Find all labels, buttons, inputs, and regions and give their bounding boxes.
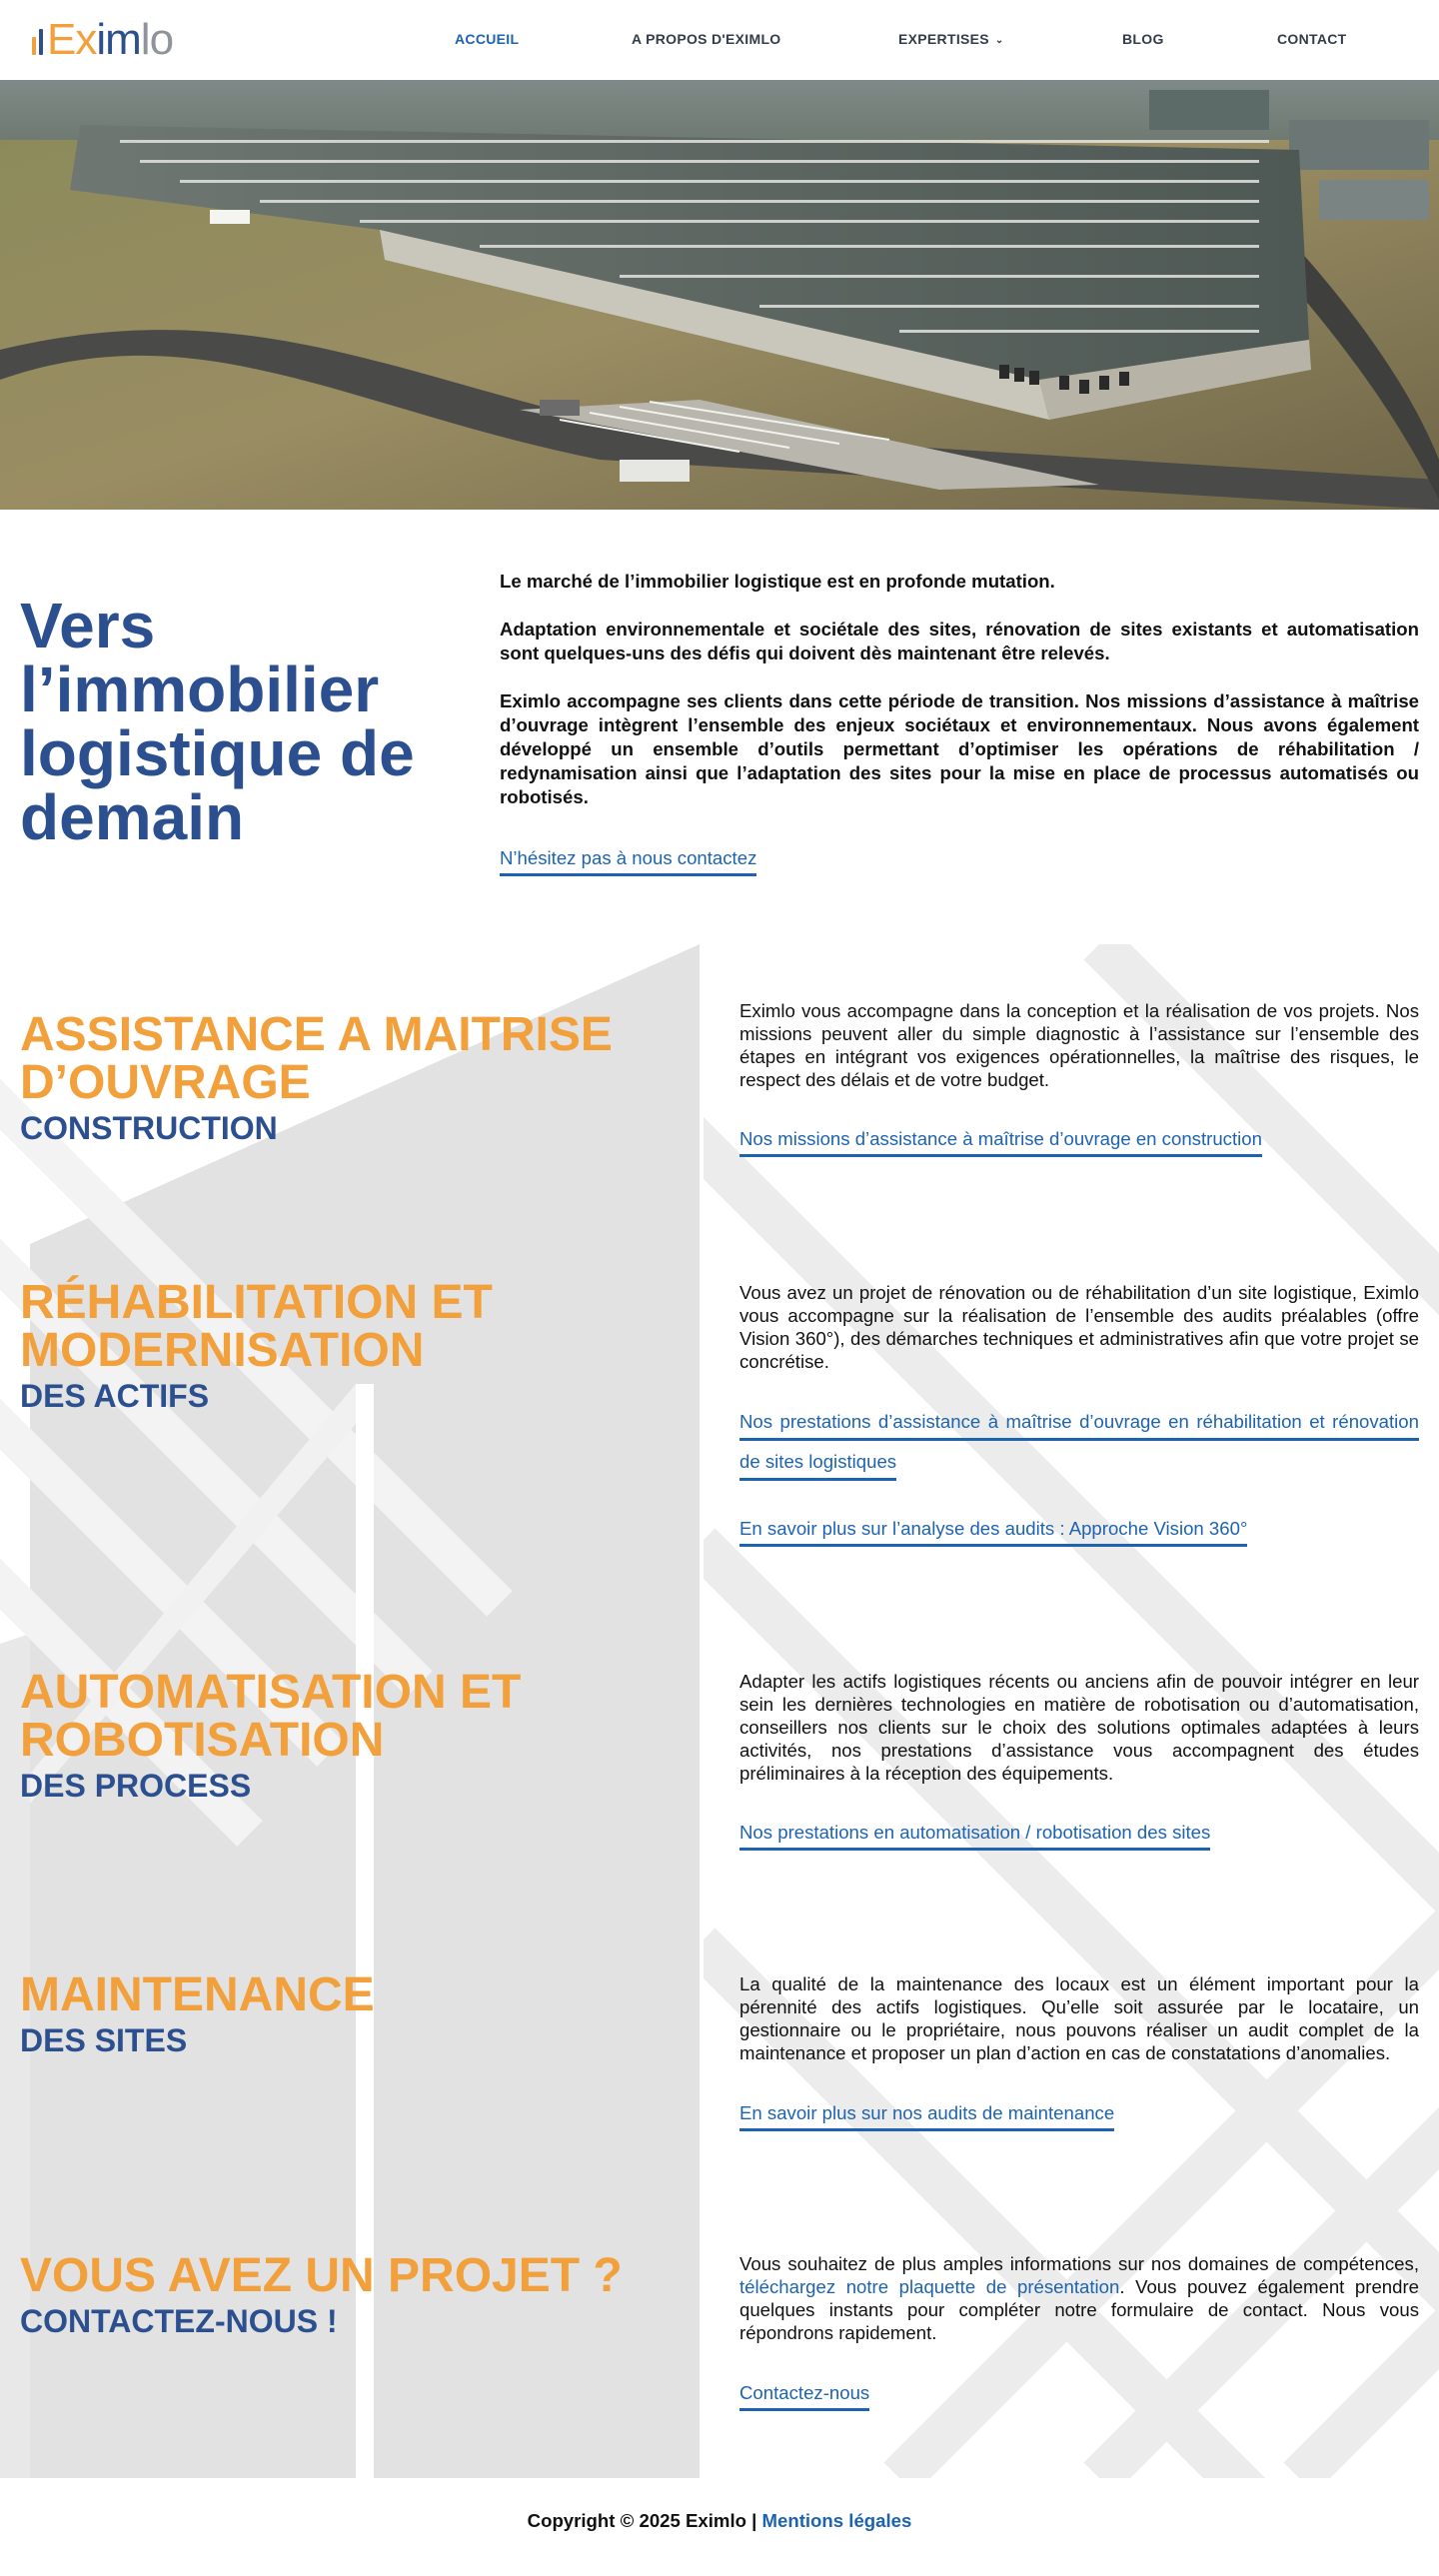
section-subtitle-contact: CONTACTEZ-NOUS ! [20,2303,338,2339]
section-title-automatisation: AUTOMATISATION ET ROBOTISATION [20,1666,522,1767]
nav-item-accueil[interactable]: ACCUEIL [455,31,520,47]
logo-wordmark: Eximlo [47,15,174,64]
section-title-rehabilitation: RÉHABILITATION ET MODERNISATION [20,1276,493,1377]
site-header [0,0,1439,80]
chevron-down-icon: ⌄ [994,35,1004,46]
intro-title: Vers l’immobilier logistique de demain [20,590,415,853]
intro-paragraph-2: Adaptation environnementale et sociétale des sites, rénovation de sites existants et automatisation sont quelques-uns des défis qui doivent dès maintenant être relevés. [500,619,1419,663]
footer-copyright: Copyright © 2025 Eximlo | [527,2510,762,2531]
nav-item-contact[interactable]: CONTACT [1277,31,1347,47]
section-subtitle-automatisation: DES PROCESS [20,1768,252,1804]
hero-image [0,80,1439,510]
nav-item-expertises[interactable] [898,31,1004,47]
link-rehabilitation-block [739,1402,1419,1482]
nav-item-blog[interactable]: BLOG [1122,31,1164,47]
section-title-maintenance: MAINTENANCE [20,1968,375,2021]
section-subtitle-maintenance: DES SITES [20,2022,188,2058]
section-text-rehabilitation: Vous avez un projet de rénovation ou de réhabilitation d’un site logistique, Eximlo vous accompagne sur la réalisation de l’ensemble des audits préalables (offre Vision 360°), des démarches techniques et administratives afin que votre projet se concrétise. [739,1282,1419,1372]
footer-legal-link[interactable]: Mentions légales [761,2510,912,2531]
link-rehabilitation-renovation[interactable]: Nos prestations d’assistance à maîtrise d’ouvrage en réhabilitation et rénovation de sites logistiques [739,1411,1419,1481]
intro-contact-link[interactable]: N’hésitez pas à nous contactez [500,847,756,876]
link-vision-360[interactable]: En savoir plus sur l’analyse des audits : Approche Vision 360° [739,1518,1247,1547]
site-footer [0,2510,1439,2532]
intro-text [500,570,1419,833]
link-maintenance-audits[interactable]: En savoir plus sur nos audits de maintenance [739,2102,1114,2131]
section-text-amo: Eximlo vous accompagne dans la conception et la réalisation de vos projets. Nos missions peuvent aller du simple diagnostic à l’assistance sur l’ensemble des étapes en intégrant vos exigences opérationnelles, la maîtrise des risques, le respect des délais et de votre budget. [739,1000,1419,1090]
projet-text-start: Vous souhaitez de plus amples informations sur nos domaines de compétences, [739,2253,1419,2274]
main-nav [0,0,1439,80]
link-amo-construction[interactable]: Nos missions d’assistance à maîtrise d’ouvrage en construction [739,1128,1262,1157]
projet-text-end: . Vous pouvez également prendre quelques instants pour compléter notre formulaire de contact. Nous vous répondrons rapidement. [739,2276,1420,2343]
section-subtitle-amo: CONSTRUCTION [20,1110,278,1146]
intro-paragraph-3: Eximlo accompagne ses clients dans cette période de transition. Nos missions d’assistance à maîtrise d’ouvrage intègrent l’ensemble des enjeux sociétaux et environnementaux. Nous avons également développé un ensemble d’outils permettant d’optimiser les opérations de réhabilitation / redynamisation ainsi que l’adaptation des sites pour la mise en place de processus automatisés ou robotisés. [500,690,1419,807]
section-subtitle-rehabilitation: DES ACTIFS [20,1378,210,1414]
section-title-projet: VOUS AVEZ UN PROJET ? [20,2249,623,2302]
nav-item-a-propos[interactable]: A PROPOS D'EXIMLO [632,31,781,47]
section-text-automatisation: Adapter les actifs logistiques récents ou anciens afin de pouvoir intégrer en leur sein les dernières technologies en matière de robotisation ou d’automatisation, conseillers nos clients sur le choix des solutions optimales adaptées à leurs activités, nos prestations d’assistance vous accompagnent des études préliminaires à la réception des équipements. [739,1671,1419,1784]
intro-paragraph-1: Le marché de l’immobilier logistique est en profonde mutation. [500,571,1055,592]
link-plaquette-download[interactable]: téléchargez notre plaquette de présentation [739,2276,1120,2297]
link-contactez-nous[interactable]: Contactez-nous [739,2382,869,2411]
nav-item-expertises-label: EXPERTISES [898,31,989,47]
link-automatisation[interactable]: Nos prestations en automatisation / robotisation des sites [739,1822,1210,1851]
section-text-projet [739,2252,1419,2344]
section-title-amo: ASSISTANCE A MAITRISE D’OUVRAGE [20,1008,613,1109]
warehouse-aerial-illustration [0,80,1439,510]
section-text-maintenance: La qualité de la maintenance des locaux est un élément important pour la pérennité des actifs logistiques. Qu’elle soit assurée par le locataire, un gestionnaire ou le propriétaire, nous pouvons réaliser un audit complet de la maintenance et proposer un plan d’action en cas de constatations d’anomalies. [739,1973,1419,2063]
